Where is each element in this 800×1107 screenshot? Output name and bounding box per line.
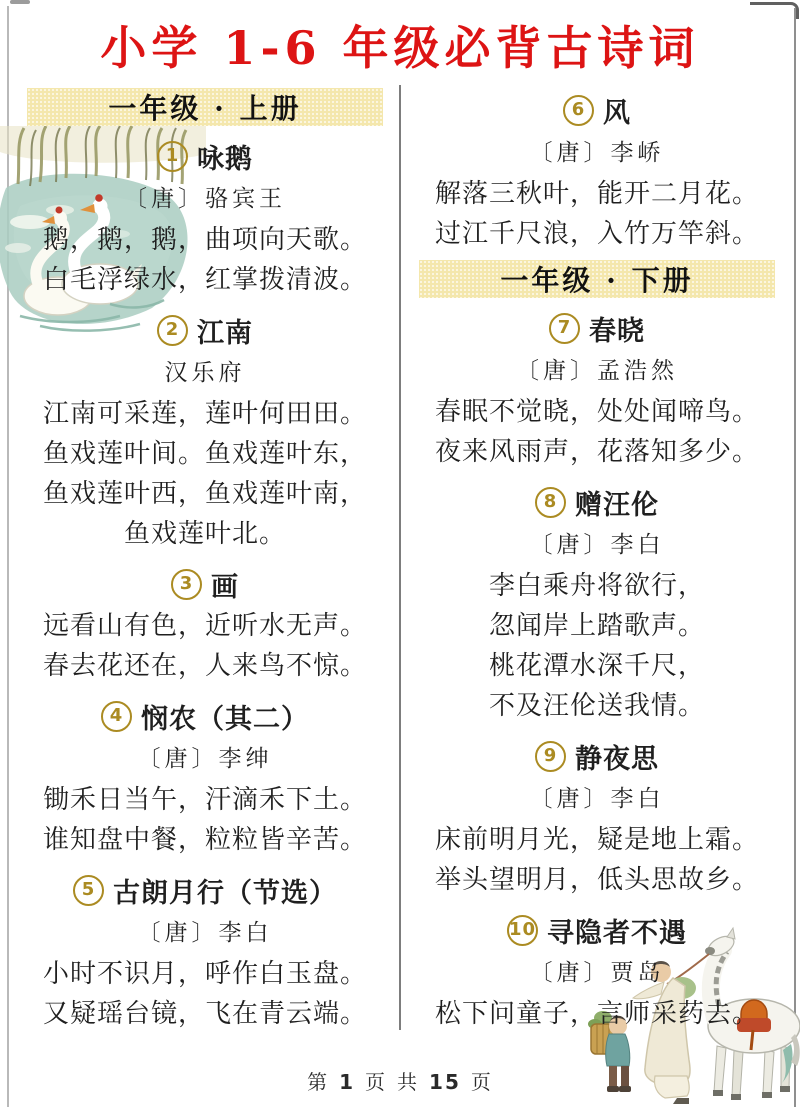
poem-author: 〔唐〕骆宾王 (124, 186, 286, 212)
poem-title: 赠汪伦 (575, 489, 659, 521)
poem-author: 〔唐〕李白 (529, 532, 665, 558)
poem-title-row (9, 562, 401, 606)
poem-title-row (9, 134, 401, 178)
verse-line: 举头望明月，低头思故乡。 (434, 865, 759, 895)
poem-title: 风 (603, 97, 631, 129)
verse-line: 白毛浮绿水，红掌拨清波。 (42, 265, 367, 295)
circled-number-icon: 1 (157, 141, 188, 172)
poem-author: 〔唐〕李白 (529, 786, 665, 812)
verse-line: 鹅，鹅，鹅，曲项向天歌。 (42, 225, 367, 255)
poem-title: 静夜思 (575, 743, 659, 775)
section-band-grade1-upper: 一年级 · 上册 (27, 88, 384, 126)
poem-author: 〔唐〕李峤 (529, 140, 665, 166)
poem-zengwanglun (401, 480, 793, 726)
page-title: 小学 1-6 年级必背古诗词 (100, 21, 700, 75)
verse-line: 李白乘舟将欲行， (488, 571, 705, 601)
poem-gulangyuexing (9, 868, 401, 1034)
poem-minnong (9, 694, 401, 860)
content-columns (9, 88, 793, 1034)
verse-line: 鱼戏莲叶间。鱼戏莲叶东， (42, 439, 367, 469)
poem-title: 悯农（其二） (141, 703, 309, 735)
footer-total-pages: 15 (429, 1070, 461, 1094)
circled-number-icon: 10 (507, 915, 538, 946)
verse-line: 远看山有色，近听水无声。 (42, 611, 367, 641)
verse-line: 夜来风雨声，花落知多少。 (434, 437, 759, 467)
poem-title: 寻隐者不遇 (547, 917, 687, 949)
verse-line: 江南可采莲，莲叶何田田。 (42, 399, 367, 429)
right-column (401, 88, 793, 1034)
verse-line: 谁知盘中餐，粒粒皆辛苦。 (42, 825, 367, 855)
poem-author: 〔唐〕李绅 (137, 746, 273, 772)
verse-line: 鱼戏莲叶北。 (123, 519, 286, 549)
circled-number-icon: 6 (563, 95, 594, 126)
poem-feng (401, 88, 793, 254)
poem-author: 〔唐〕贾岛 (529, 960, 665, 986)
section-band-grade1-lower: 一年级 · 下册 (419, 260, 776, 298)
circled-number-icon: 3 (171, 569, 202, 600)
poem-author: 汉乐府 (164, 360, 246, 386)
footer-text: 页 (365, 1070, 388, 1094)
poem-author: 〔唐〕李白 (137, 920, 273, 946)
verse-line: 忽闻岸上踏歌声。 (488, 611, 705, 641)
verse-line: 锄禾日当午，汗滴禾下土。 (42, 785, 367, 815)
poem-title-row (401, 306, 793, 350)
verse-line: 过江千尺浪，入竹万竿斜。 (434, 219, 759, 249)
verse-line: 解落三秋叶，能开二月花。 (434, 179, 759, 209)
poem-title-row (401, 480, 793, 524)
corner-mark-top-left (10, 0, 30, 4)
poem-title-row (9, 308, 401, 352)
circled-number-icon: 8 (535, 487, 566, 518)
circled-number-icon: 4 (101, 701, 132, 732)
poem-title-row (401, 88, 793, 132)
poem-jingyesi (401, 734, 793, 900)
verse-line: 不及汪伦送我情。 (488, 691, 705, 721)
footer-text: 共 (397, 1070, 420, 1094)
verse-line: 桃花潭水深千尺， (488, 651, 705, 681)
footer-text: 第 (307, 1070, 330, 1094)
poem-chunxiao (401, 306, 793, 472)
footer-text: 页 (470, 1070, 493, 1094)
poem-title: 咏鹅 (197, 143, 253, 175)
verse-line: 松下问童子，言师采药去。 (434, 999, 759, 1029)
left-column (9, 88, 401, 1034)
poem-title: 古朗月行（节选） (113, 877, 337, 909)
verse-line: 小时不识月，呼作白玉盘。 (42, 959, 367, 989)
poem-xunyinzhebuyu (401, 908, 793, 1034)
poem-yong-e (9, 134, 401, 300)
poem-title: 春晓 (589, 315, 645, 347)
poem-title-row (401, 734, 793, 778)
poem-title-row (9, 694, 401, 738)
poem-author: 〔唐〕孟浩然 (516, 358, 678, 384)
poem-title-row (401, 908, 793, 952)
verse-line: 春眠不觉晓，处处闻啼鸟。 (434, 397, 759, 427)
circled-number-icon: 2 (157, 315, 188, 346)
poem-hua (9, 562, 401, 686)
poem-title-row (9, 868, 401, 912)
verse-line: 又疑瑶台镜，飞在青云端。 (42, 999, 367, 1029)
verse-line: 春去花还在，人来鸟不惊。 (42, 651, 367, 681)
verse-line: 床前明月光，疑是地上霜。 (434, 825, 759, 855)
circled-number-icon: 7 (549, 313, 580, 344)
footer-page-number: 1 (339, 1070, 356, 1094)
circled-number-icon: 9 (535, 741, 566, 772)
poem-title: 江南 (197, 317, 253, 349)
poem-jiangnan (9, 308, 401, 554)
circled-number-icon: 5 (73, 875, 104, 906)
poem-title: 画 (211, 571, 239, 603)
verse-line: 鱼戏莲叶西，鱼戏莲叶南， (42, 479, 367, 509)
